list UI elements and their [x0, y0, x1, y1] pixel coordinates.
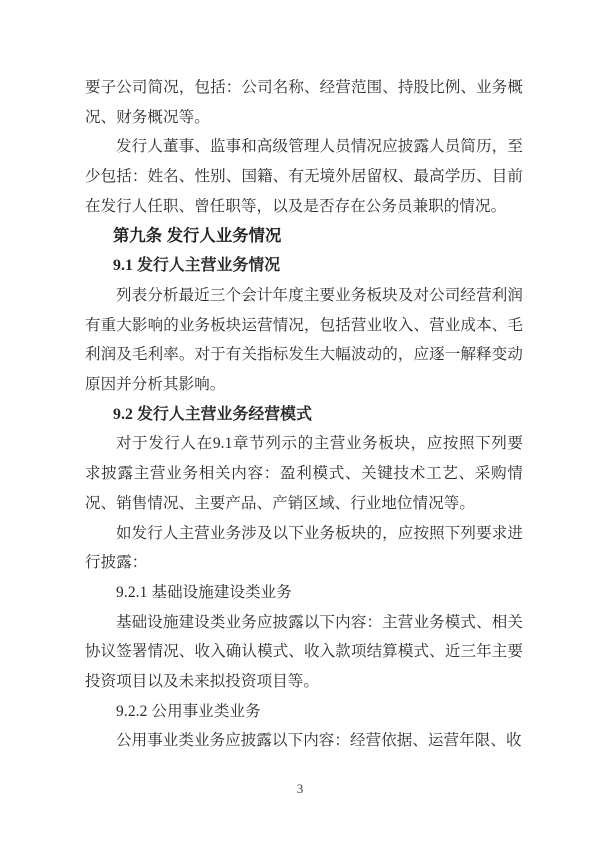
subsection-heading-9-2-1: 9.2.1 基础设施建设类业务 [116, 583, 292, 601]
paragraph-subsidiary-overview: 要子公司简况，包括：公司名称、经营范围、持股比例、业务概况、财务概况等。 [85, 79, 523, 126]
paragraph-9-2-content-1: 对于发行人在9.1章节列示的主营业务板块，应按照下列要求披露主营业务相关内容：盈利模式、关键技术工艺、采购情况、销售情况、主要产品、产销区域、行业地位情况等。 [85, 435, 523, 512]
subsection-heading-9-2-2: 9.2.2 公用事业类业务 [116, 702, 261, 720]
section-heading-9-1: 9.1 发行人主营业务情况 [113, 257, 281, 275]
section-heading-9-2: 9.2 发行人主营业务经营模式 [113, 405, 312, 423]
paragraph-directors-disclosure: 发行人董事、监事和高级管理人员情况应披露人员简历，至少包括：姓名、性别、国籍、有无境外居留权、最高学历、目前在发行人任职、曾任职等，以及是否存在公务员兼职的情况。 [85, 138, 523, 215]
chapter-heading-article-9: 第九条 发行人业务情况 [113, 226, 282, 245]
page-content [85, 73, 523, 756]
paragraph-9-1-content: 列表分析最近三个会计年度主要业务板块及对公司经营利润有重大影响的业务板块运营情况，包括营业收入、营业成本、毛利润及毛利率。对于有关指标发生大幅波动的，应逐一解释变动原因并分析其影响。 [85, 286, 523, 394]
paragraph-9-2-2-content: 公用事业类业务应披露以下内容：经营依据、运营年限、收 [116, 732, 522, 750]
paragraph-9-2-1-content: 基础设施建设类业务应披露以下内容：主营业务模式、相关协议签署情况、收入确认模式、收入款项结算模式、近三年主要投资项目以及未来拟投资项目等。 [85, 613, 523, 691]
page-number: 3 [296, 781, 304, 796]
paragraph-9-2-content-2: 如发行人主营业务涉及以下业务板块的，应按照下列要求进行披露： [85, 524, 523, 572]
